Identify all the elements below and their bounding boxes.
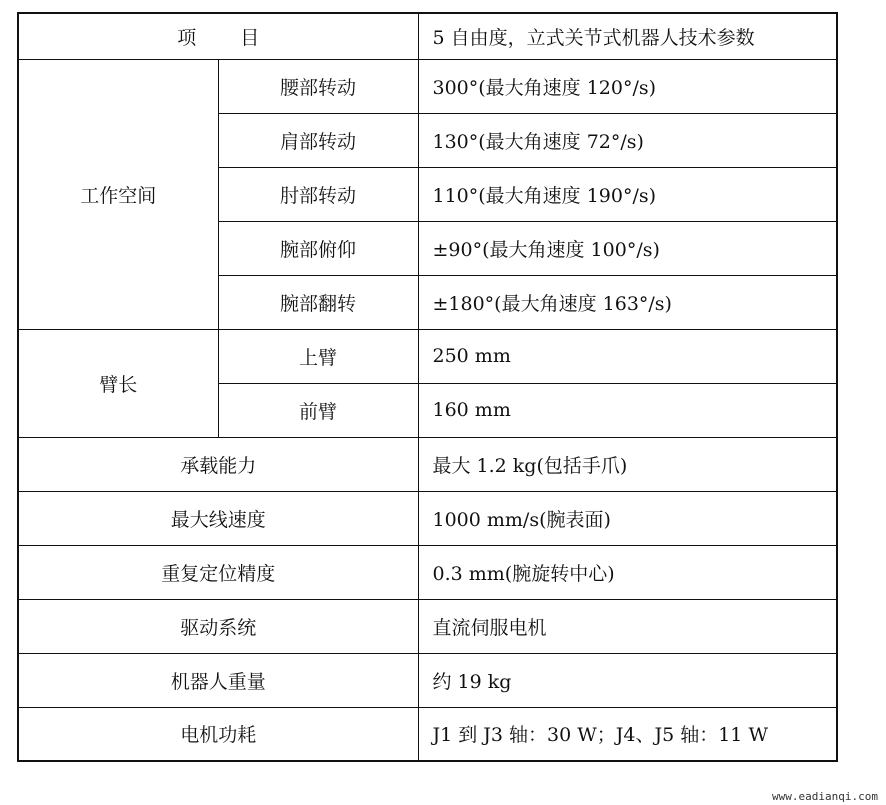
row-value: 110°(最大角速度 190°/s) bbox=[418, 167, 837, 221]
row-label: 前臂 bbox=[218, 383, 418, 437]
row-label: 机器人重量 bbox=[18, 653, 418, 707]
row-label: 最大线速度 bbox=[18, 491, 418, 545]
row-label: 腕部俯仰 bbox=[218, 221, 418, 275]
row-label: 肩部转动 bbox=[218, 113, 418, 167]
table-row bbox=[18, 491, 837, 545]
header-item-char-2: 目 bbox=[240, 26, 260, 49]
table-header-row bbox=[18, 13, 837, 59]
table-row bbox=[18, 329, 837, 383]
row-value: 最大 1.2 kg(包括手爪) bbox=[418, 437, 837, 491]
row-label: 腰部转动 bbox=[218, 59, 418, 113]
table-row bbox=[18, 437, 837, 491]
work-space-group-label: 工作空间 bbox=[18, 59, 218, 329]
robot-spec-table bbox=[17, 12, 838, 762]
row-value: 250 mm bbox=[418, 329, 837, 383]
site-watermark: www.eadianqi.com bbox=[772, 790, 878, 803]
row-label: 驱动系统 bbox=[18, 599, 418, 653]
arm-length-group-label: 臂长 bbox=[18, 329, 218, 437]
row-label: 承载能力 bbox=[18, 437, 418, 491]
table-row bbox=[18, 59, 837, 113]
row-label: 腕部翻转 bbox=[218, 275, 418, 329]
header-value-cell: 5 自由度，立式关节式机器人技术参数 bbox=[418, 13, 837, 59]
row-label: 肘部转动 bbox=[218, 167, 418, 221]
row-label: 上臂 bbox=[218, 329, 418, 383]
table-row bbox=[18, 545, 837, 599]
row-value: 300°(最大角速度 120°/s) bbox=[418, 59, 837, 113]
row-value: 0.3 mm(腕旋转中心) bbox=[418, 545, 837, 599]
row-value: 130°(最大角速度 72°/s) bbox=[418, 113, 837, 167]
row-label: 重复定位精度 bbox=[18, 545, 418, 599]
row-value: 1000 mm/s(腕表面) bbox=[418, 491, 837, 545]
row-label: 电机功耗 bbox=[18, 707, 418, 761]
header-item-cell bbox=[18, 13, 418, 59]
row-value: 160 mm bbox=[418, 383, 837, 437]
table-row bbox=[18, 707, 837, 761]
header-item-char-1: 项 bbox=[177, 26, 197, 49]
table-row bbox=[18, 599, 837, 653]
row-value: 直流伺服电机 bbox=[418, 599, 837, 653]
row-value: ±180°(最大角速度 163°/s) bbox=[418, 275, 837, 329]
row-value: ±90°(最大角速度 100°/s) bbox=[418, 221, 837, 275]
table-row bbox=[18, 653, 837, 707]
row-value: J1 到 J3 轴：30 W；J4、J5 轴：11 W bbox=[418, 707, 837, 761]
row-value: 约 19 kg bbox=[418, 653, 837, 707]
